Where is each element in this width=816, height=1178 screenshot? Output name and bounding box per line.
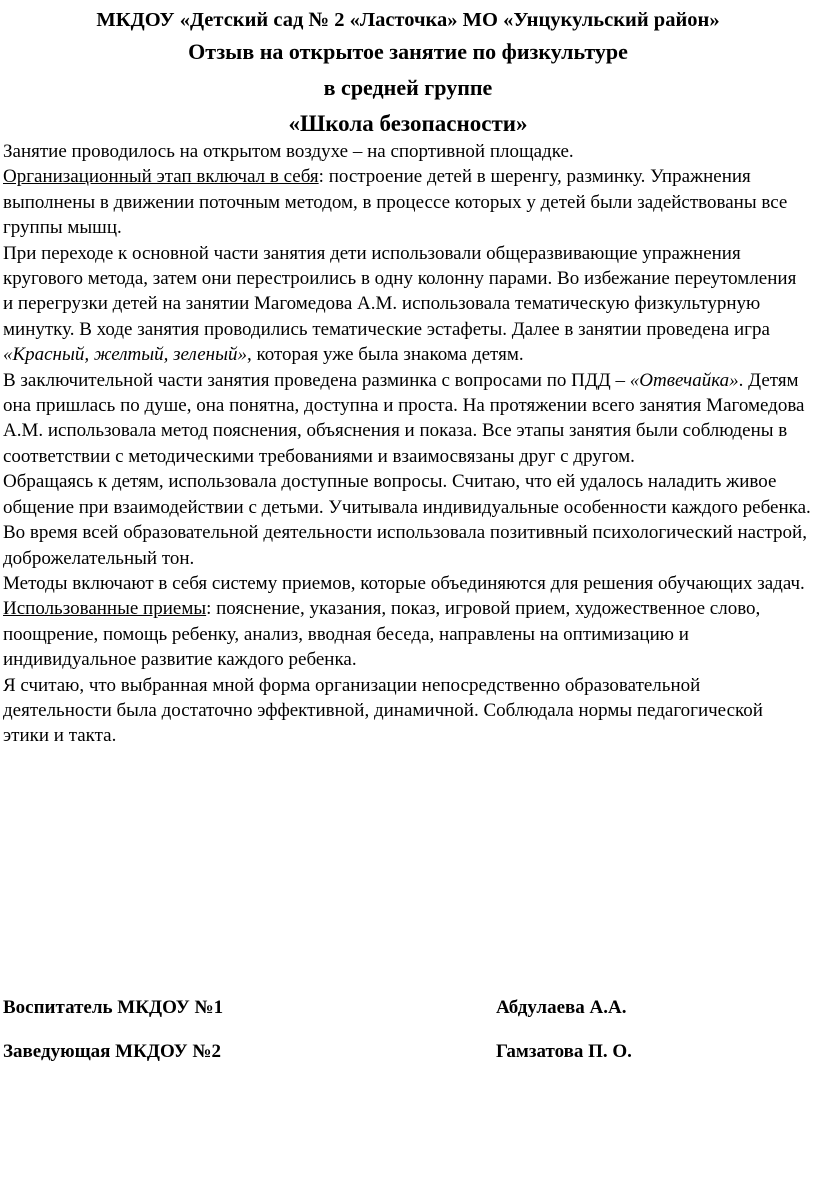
warmup-name: «Отвечайка» [629,369,739,391]
communication-text: Обращаясь к детям, использовала доступные вопросы. Считаю, что ей удалось наладить живое общение при взаимодействии с детьми. Учитывала индивидуальные особенности каждого ребенка. [3,471,811,518]
techniques-heading: Использованные приемы [3,598,207,620]
educator-name: Абдулаева А.А. [496,997,627,1018]
paragraph-location-text: Занятие проводилось на открытом воздухе – на спортивной площадке. [3,141,574,162]
paragraph-conclusion [3,673,811,749]
mood-text: Во время всей образовательной деятельности использовала позитивный психологический настрой, доброжелательный тон. [3,522,807,569]
final-part-text-end: . Детям она пришлась по душе, она понятна, доступна и проста. На протяжении всего занятия Магомедова А.М. использовала метод пояснения, объяснения и показа. Все этапы занятия были соблюдены в соответствии с методическими требованиями и взаимосвязаны друг с другом. [3,369,805,467]
educator-role: Воспитатель МКДОУ №1 [3,997,224,1018]
game-name: «Красный, желтый, зеленый» [3,344,247,366]
head-role: Заведующая МКДОУ №2 [3,1041,221,1062]
document-header [0,6,816,142]
paragraph-communication [3,469,811,520]
document-title: Отзыв на открытое занятие по физкультуре [188,39,628,64]
paragraph-final-part [3,368,811,470]
conclusion-text: Я считаю, что выбранная мной форма организации непосредственно образовательной деятельности была достаточно эффективной, динамичной. Соблюдала нормы педагогической этики и такта. [3,674,763,747]
review-body [3,139,811,749]
techniques-text: : пояснение, указания, показ, игровой прием, художественное слово, поощрение, помощь ребенку, анализ, вводная беседа, направлены на оптимизацию и индивидуальное развитие каждого ребенка. [3,598,761,671]
document-subtitle: в средней группе [323,75,493,100]
methods-text: Методы включают в себя систему приемов, которые объединяются для решения обучающих задач. [3,572,805,594]
organization-name: МКДОУ «Детский сад № 2 «Ласточка» МО «Унцукульский район» [96,9,720,31]
main-part-text-end: , которая уже была знакома детям. [246,344,524,366]
paragraph-methods [3,571,811,673]
main-part-text: При переходе к основной части занятия дети использовали общеразвивающие упражнения кругового метода, затем они перестроились в одну колонну парами. Во избежание переутомления и перегрузки детей на занятии Магомедова А.М. использовала тематическую физкультурную минутку. В ходе занятия проводились тематические эстафеты. Далее в занятии проведена игра [3,242,797,340]
lesson-topic: «Школа безопасности» [288,111,528,136]
head-name: Гамзатова П. О. [496,1041,632,1062]
paragraph-organizational-stage [3,164,811,240]
organizational-stage-heading: Организационный этап включал в себя [3,166,319,188]
paragraph-main-part [3,241,811,368]
paragraph-location [3,139,811,164]
final-part-text: В заключительной части занятия проведена разминка с вопросами по ПДД – [3,369,630,391]
organizational-stage-text: : построение детей в шеренгу, разминку. Упражнения выполнены в движении поточным методом, в процессе которых у детей были задействованы все группы мышц. [3,166,788,239]
paragraph-mood [3,520,811,571]
